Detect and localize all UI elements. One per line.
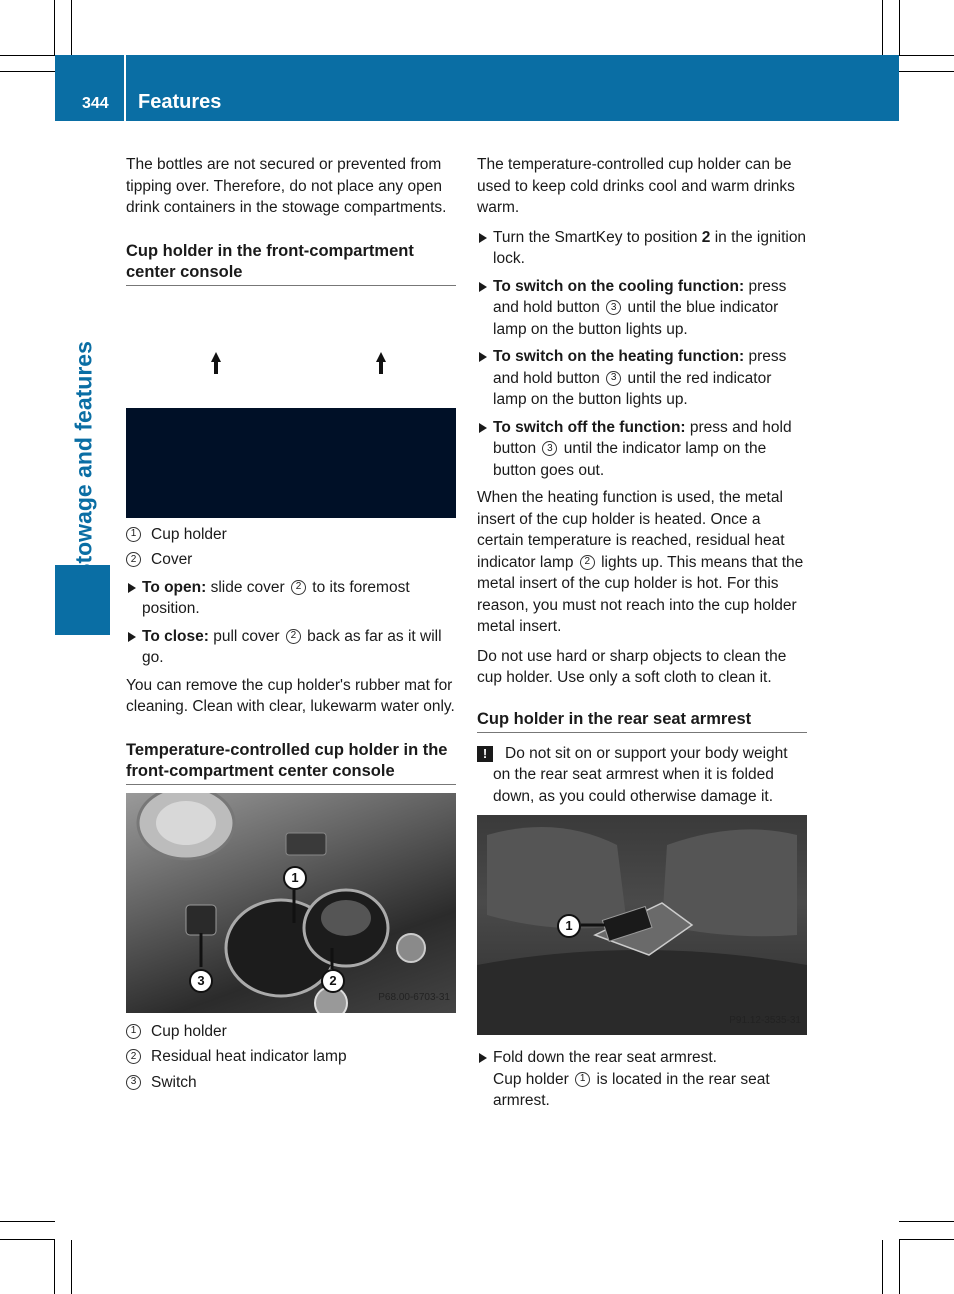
armrest-illustration	[477, 815, 807, 1035]
crop-mark	[899, 1221, 954, 1222]
instruction-heating: To switch on the heating function: press and hold button 3 until the red indicator lamp on the button lights up.	[477, 346, 807, 411]
page-number: 344	[82, 95, 109, 112]
crop-mark	[54, 1240, 55, 1294]
instruction-open: To open: slide cover 2 to its foremost position.	[126, 577, 456, 620]
legend-item: 1 Cup holder	[126, 1021, 456, 1043]
mat-paragraph: You can remove the cup holder's rubber mat for cleaning. Clean with clear, lukewarm water only.	[126, 676, 455, 715]
crop-mark	[899, 0, 900, 55]
warning-note: ! Do not sit on or support your body weight on the rear seat armrest when it is folded down, as you could otherwise damage it.	[477, 743, 807, 808]
figure-code: P68.00-6703-31	[378, 992, 450, 1003]
instruction-close: To close: pull cover 2 back as far as it will go.	[126, 626, 456, 669]
number-badge: 1	[126, 527, 141, 542]
number-badge: 3	[606, 300, 621, 315]
console-illustration	[126, 793, 456, 1013]
crop-mark	[0, 71, 55, 72]
crop-mark	[71, 1240, 72, 1294]
number-badge: 3	[542, 441, 557, 456]
crop-mark	[71, 0, 72, 55]
crop-mark	[899, 1239, 954, 1240]
legend-item: 3 Switch	[126, 1072, 456, 1094]
crop-mark	[0, 55, 55, 56]
crop-mark	[882, 1240, 883, 1294]
crop-mark	[54, 0, 55, 55]
crop-mark	[899, 1240, 900, 1294]
left-column	[126, 154, 456, 1097]
figure-rear-armrest	[477, 815, 807, 1035]
number-badge: 3	[126, 1075, 141, 1090]
number-badge: 2	[126, 552, 141, 567]
heading-rear-armrest: Cup holder in the rear seat armrest	[477, 709, 807, 733]
number-badge: 2	[126, 1049, 141, 1064]
heating-paragraph: When the heating function is used, the metal insert of the cup holder is heated. Once a certain temperature is reached, residual heat indicator lamp 2 lights up. This means that the metal insert of the cup holder is hot. For this reason, you must not reach into the cup holder metal insert.	[477, 489, 804, 635]
cleaning-paragraph: Do not use hard or sharp objects to clean the cup holder. Use only a soft cloth to clean it.	[477, 647, 787, 686]
legend-item: 2 Cover	[126, 549, 456, 571]
heading-temperature-cup-holder: Temperature-controlled cup holder in the front-compartment center console	[126, 740, 456, 785]
number-badge: 2	[291, 580, 306, 595]
legend-item: 2 Residual heat indicator lamp	[126, 1046, 456, 1068]
number-badge: 3	[606, 371, 621, 386]
legend-item: 1 Cup holder	[126, 524, 456, 546]
number-badge: 1	[575, 1072, 590, 1087]
number-badge: 1	[126, 1024, 141, 1039]
instruction-switch-off: To switch off the function: press and hold button 3 until the indicator lamp on the button goes out.	[477, 417, 807, 482]
number-badge: 2	[286, 629, 301, 644]
callout-3: 3	[189, 969, 213, 993]
heading-front-cup-holder: Cup holder in the front-compartment center console	[126, 241, 456, 286]
number-badge: 2	[580, 555, 595, 570]
instruction-smartkey: Turn the SmartKey to position 2 in the ignition lock.	[477, 227, 807, 270]
callout-1: 1	[557, 914, 581, 938]
cover-illustration	[126, 290, 456, 518]
crop-mark	[0, 1221, 55, 1222]
section-title: Features	[138, 91, 222, 113]
figure-code: P91.12-3535-31	[729, 1014, 801, 1026]
instruction-cooling: To switch on the cooling function: press and hold button 3 until the blue indicator lamp on the button lights up.	[477, 276, 807, 341]
callout-1: 1	[283, 866, 307, 890]
header-divider	[124, 55, 126, 121]
right-column	[477, 154, 807, 1118]
crop-mark	[899, 55, 954, 56]
intro-paragraph: The bottles are not secured or prevented from tipping over. Therefore, do not place any open drink containers in the stowage compartments.	[126, 156, 447, 216]
figure-cup-holder-cover	[126, 290, 456, 518]
crop-mark	[882, 0, 883, 55]
intro-paragraph: The temperature-controlled cup holder can be used to keep cold drinks cool and warm drinks warm.	[477, 156, 795, 216]
figure-temperature-cup-holder	[126, 793, 456, 1013]
crop-mark	[0, 1239, 55, 1240]
crop-mark	[899, 71, 954, 72]
callout-2: 2	[321, 969, 345, 993]
instruction-fold-armrest: Fold down the rear seat armrest. Cup holder 1 is located in the rear seat armrest.	[477, 1047, 807, 1112]
arrow-icon	[211, 352, 386, 374]
warning-icon: !	[477, 746, 493, 762]
chapter-label: Stowage and features	[70, 341, 97, 579]
